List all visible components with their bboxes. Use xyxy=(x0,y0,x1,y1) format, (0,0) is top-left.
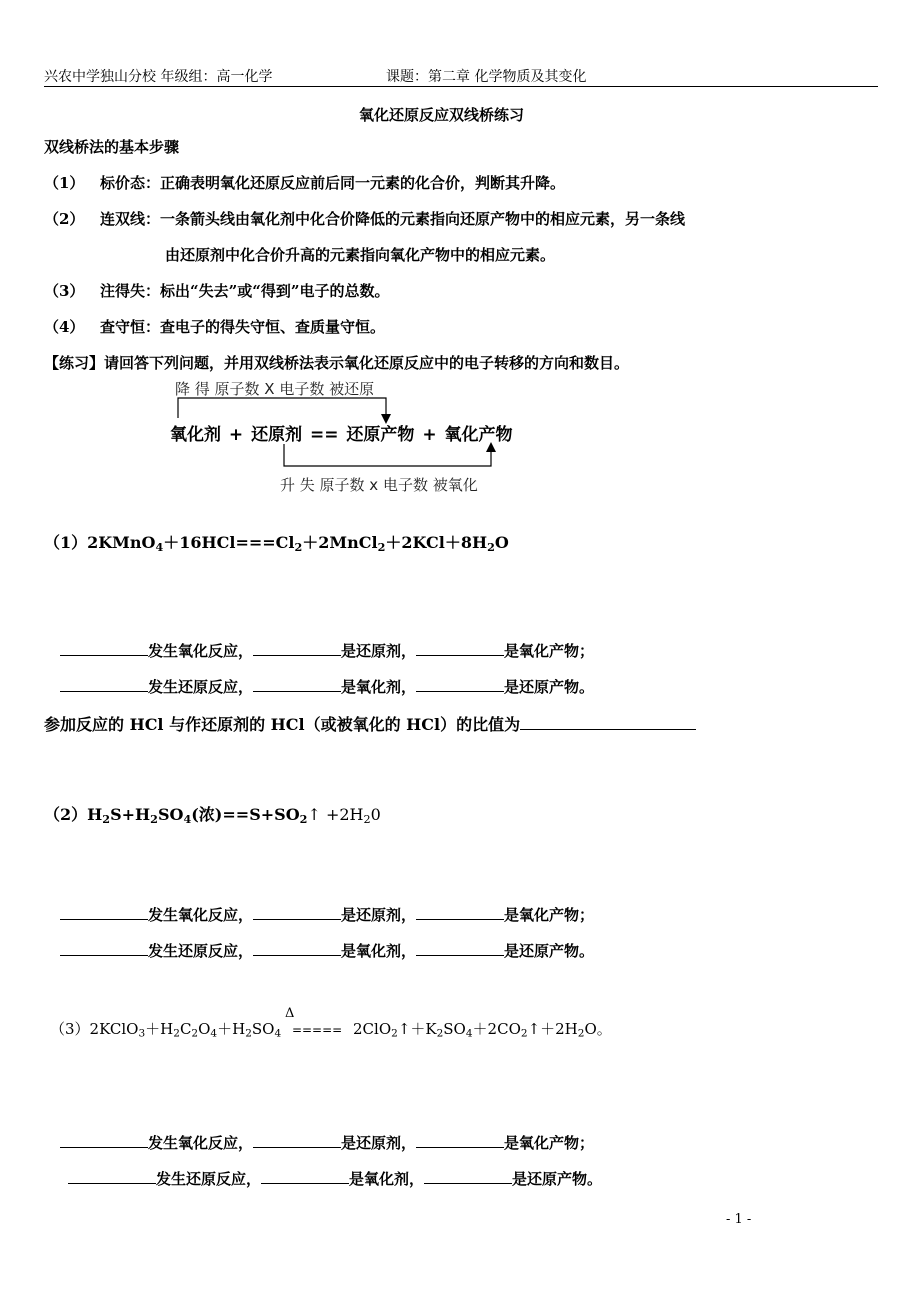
q3-equation: $(3)2KClO_3+H_2C_2O_4+H_2SO_4$ ===== $2ClO_2↑+K_2SO_4+2CO_2↑+2H_2O$。 xyxy=(50,1020,612,1040)
step-1-num: （1） xyxy=(44,174,85,192)
q1-blank-oxidation-reaction[interactable] xyxy=(60,640,148,656)
q2-line1: 发生氧化反应， 是还原剂， 是氧化产物； xyxy=(60,904,594,925)
q2-blank-reduction-reaction[interactable] xyxy=(60,940,148,956)
q1-blank-ratio[interactable] xyxy=(520,714,696,730)
page-number: - 1 - xyxy=(726,1212,752,1227)
q2-equation: $(2)H_2S+H_2SO_4$(浓)$==S+SO_2↑ +2H_20$ xyxy=(44,805,381,826)
q2-line2: 发生还原反应， 是氧化剂， 是还原产物。 xyxy=(60,940,594,961)
q3-blank-reduction-reaction[interactable] xyxy=(68,1168,156,1184)
diagram-equation: 氧化剂 + 还原剂 == 还原产物 + 氧化产物 xyxy=(170,425,513,445)
header-left: 兴农中学独山分校 年级组：高一化学 xyxy=(44,69,273,85)
step-4-text: 查守恒：查电子的得失守恒、查质量守恒。 xyxy=(100,318,386,336)
q3-blank-oxidation-product[interactable] xyxy=(416,1132,504,1148)
reduction-bridge-line xyxy=(178,398,386,418)
q2-blank-oxidant[interactable] xyxy=(253,940,341,956)
header-rule xyxy=(44,86,878,87)
step-2-num: （2） xyxy=(44,210,85,228)
q1-line2: 发生还原反应， 是氧化剂， 是还原产物。 xyxy=(60,676,594,697)
step-1-text: 标价态：正确表明氧化还原反应前后同一元素的化合价，判断其升降。 xyxy=(100,174,566,192)
q1-blank-reduction-product[interactable] xyxy=(416,676,504,692)
q3-number: （3） xyxy=(50,1020,90,1038)
q1-equation: $(1)2KMnO_4+16HCl===Cl_2+2MnCl_2+2KCl+8H_2O$ xyxy=(44,533,509,554)
steps-heading: 双线桥法的基本步骤 xyxy=(44,138,180,156)
q1-ratio-line: 参加反应的 HCl 与作还原剂的 HCl（或被氧化的 HCl）的比值为 xyxy=(44,712,696,735)
q2-number: （2） xyxy=(44,805,88,824)
q1-blank-reduction-reaction[interactable] xyxy=(60,676,148,692)
step-2-text: 连双线：一条箭头线由氧化剂中化合价降低的元素指向还原产物中的相应元素，另一条线 xyxy=(100,210,686,228)
diagram-top-label: 降 得 原子数 X 电子数 被还原 xyxy=(175,380,375,398)
q2-blank-oxidation-product[interactable] xyxy=(416,904,504,920)
q1-line1: 发生氧化反应， 是还原剂， 是氧化产物； xyxy=(60,640,594,661)
q3-blank-oxidation-reaction[interactable] xyxy=(60,1132,148,1148)
step-3-text: 注得失：标出“失去”或“得到”电子的总数。 xyxy=(100,282,390,300)
q2-blank-reductant[interactable] xyxy=(253,904,341,920)
diagram-bottom-label: 升 失 原子数 x 电子数 被氧化 xyxy=(280,476,478,494)
exercise-intro: 【练习】请回答下列问题，并用双线桥法表示氧化还原反应中的电子转移的方向和数目。 xyxy=(44,354,630,372)
q3-reaction-arrow: ===== xyxy=(291,1023,343,1037)
page-title: 氧化还原反应双线桥练习 xyxy=(359,106,525,124)
header-right: 课题：第二章 化学物质及其变化 xyxy=(386,69,587,85)
q1-blank-oxidant[interactable] xyxy=(253,676,341,692)
q1-number: （1） xyxy=(44,533,88,552)
q2-blank-oxidation-reaction[interactable] xyxy=(60,904,148,920)
heating-delta-symbol: Δ xyxy=(285,1006,295,1021)
oxidation-bridge-line xyxy=(284,444,491,466)
q3-line2: 发生还原反应， 是氧化剂， 是还原产物。 xyxy=(68,1168,602,1189)
q1-blank-reductant[interactable] xyxy=(253,640,341,656)
step-4-num: （4） xyxy=(44,318,85,336)
q3-blank-reductant[interactable] xyxy=(253,1132,341,1148)
step-2-text-cont: 由还原剂中化合价升高的元素指向氧化产物中的相应元素。 xyxy=(165,246,556,264)
q3-line1: 发生氧化反应， 是还原剂， 是氧化产物； xyxy=(60,1132,594,1153)
q1-blank-oxidation-product[interactable] xyxy=(416,640,504,656)
q3-blank-oxidant[interactable] xyxy=(261,1168,349,1184)
q2-blank-reduction-product[interactable] xyxy=(416,940,504,956)
step-3-num: （3） xyxy=(44,282,85,300)
q3-blank-reduction-product[interactable] xyxy=(424,1168,512,1184)
